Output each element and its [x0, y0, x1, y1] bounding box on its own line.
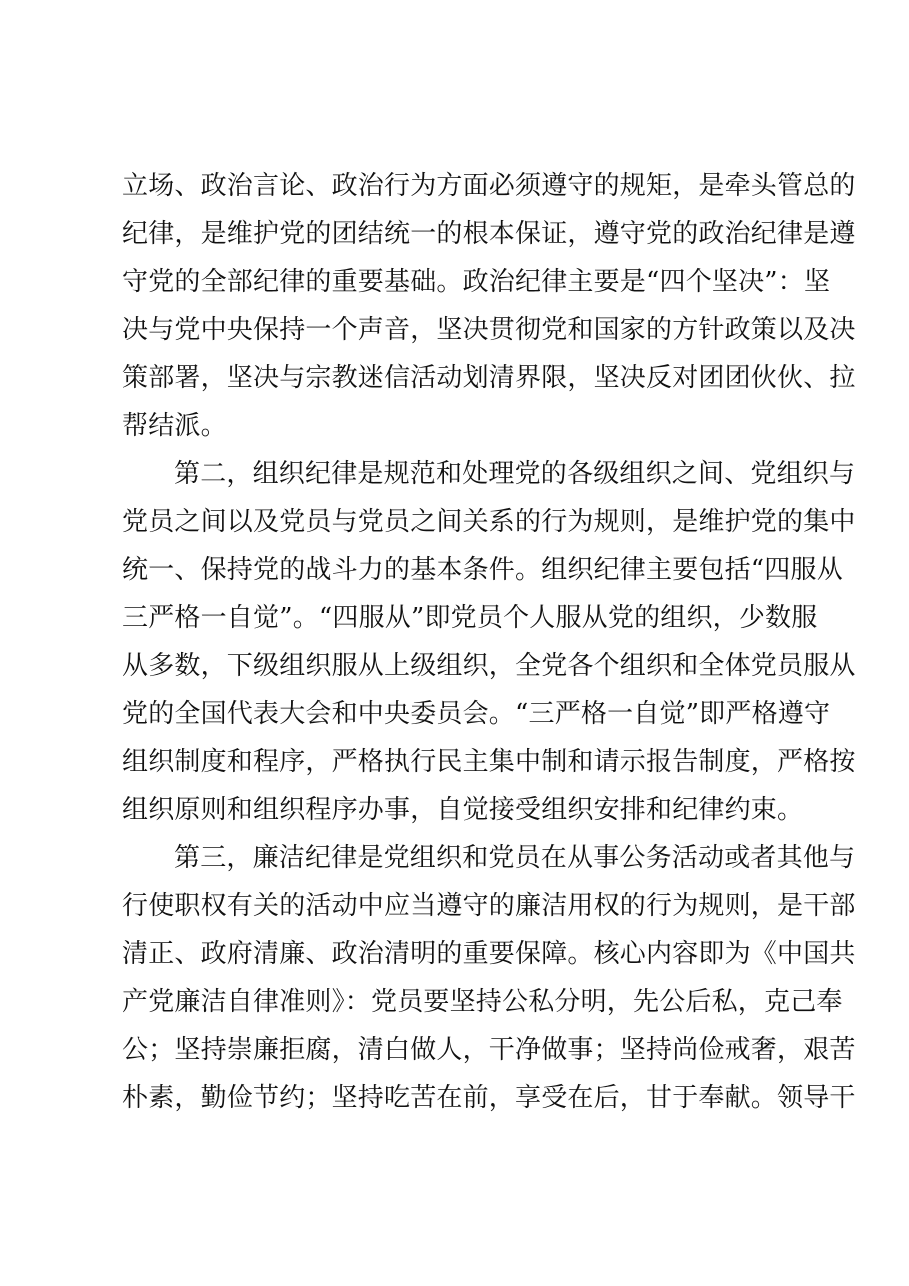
text-line: 统一、保持党的战斗力的基本条件。组织纪律主要包括“四服从: [122, 555, 843, 585]
text-line: 从多数，下级组织服从上级组织，全党各个组织和全体党员服从: [122, 651, 856, 681]
text-line: 公；坚持崇廉拒腐，清白做人，干净做事；坚持尚俭戒奢，艰苦: [122, 1035, 856, 1065]
text-line: 决与党中央保持一个声音，坚决贯彻党和国家的方针政策以及决: [122, 315, 856, 345]
text-line: 党员之间以及党员与党员之间关系的行为规则，是维护党的集中: [122, 507, 856, 537]
text-line: 立场、政治言论、政治行为方面必须遵守的规矩，是牵头管总的: [122, 171, 856, 201]
document-body: [122, 162, 856, 1122]
text-line: 第二，组织纪律是规范和处理党的各级组织之间、党组织与: [174, 459, 856, 489]
text-line: 守党的全部纪律的重要基础。政治纪律主要是“四个坚决”：坚: [122, 267, 831, 297]
text-line: 策部署，坚决与宗教迷信活动划清界限，坚决反对团团伙伙、拉: [122, 363, 856, 393]
paragraph-1: [122, 162, 856, 450]
text-line: 产党廉洁自律准则》：党员要坚持公私分明，先公后私，克己奉: [122, 987, 843, 1017]
text-line: 纪律，是维护党的团结统一的根本保证，遵守党的政治纪律是遵: [122, 219, 856, 249]
text-line: 帮结派。: [122, 411, 227, 441]
text-line: 三严格一自觉”。“四服从”即党员个人服从党的组织，少数服: [122, 603, 818, 633]
text-line: 第三，廉洁纪律是党组织和党员在从事公务活动或者其他与: [174, 843, 856, 873]
text-line: 组织制度和程序，严格执行民主集中制和请示报告制度，严格按: [122, 747, 856, 777]
paragraph-2: [122, 450, 856, 834]
text-line: 朴素，勤俭节约；坚持吃苦在前，享受在后，甘于奉献。领导干: [122, 1083, 856, 1113]
text-line: 行使职权有关的活动中应当遵守的廉洁用权的行为规则，是干部: [122, 891, 856, 921]
text-line: 组织原则和组织程序办事，自觉接受组织安排和纪律约束。: [122, 795, 804, 825]
text-line: 党的全国代表大会和中央委员会。“三严格一自觉”即严格遵守: [122, 699, 831, 729]
text-line: 清正、政府清廉、政治清明的重要保障。核心内容即为《中国共: [122, 939, 856, 969]
paragraph-3: [122, 834, 856, 1122]
